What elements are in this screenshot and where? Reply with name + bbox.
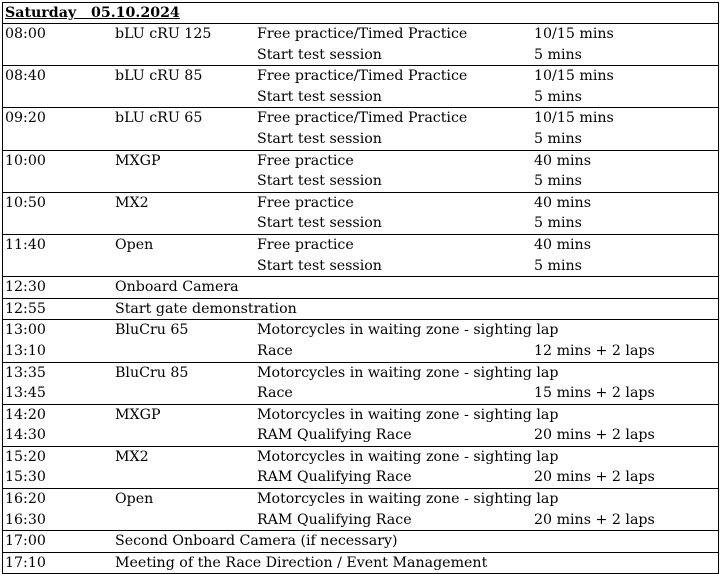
event-cell [115, 299, 718, 320]
duration-cell [534, 108, 718, 149]
time-cell [3, 320, 115, 361]
activity-text: Motorcycles in waiting zone - sighting lap [257, 364, 559, 381]
time-cell [3, 235, 115, 276]
activity-cell [257, 363, 559, 404]
schedule-row [2, 447, 719, 489]
duration-text: 40 mins [534, 152, 591, 169]
activity-cell [257, 108, 534, 149]
time-cell [3, 24, 115, 65]
time-text [5, 256, 115, 277]
duration-text [534, 405, 718, 426]
time-cell [3, 489, 115, 530]
activity-cell [257, 193, 534, 234]
time-text [5, 45, 115, 66]
class-text: Open [115, 236, 154, 253]
time-cell [3, 108, 115, 149]
schedule-row [2, 299, 719, 321]
schedule-row [2, 531, 719, 553]
class-text: MX2 [115, 194, 149, 211]
class-text: BluCru 65 [115, 322, 189, 339]
time-cell [3, 447, 115, 488]
time-text: 11:40 [5, 236, 46, 253]
time-text: 17:10 [5, 554, 46, 571]
activity-text: Race [257, 342, 293, 359]
time-text: 12:30 [5, 279, 46, 296]
schedule-row [2, 108, 719, 150]
time-text: 13:10 [5, 342, 46, 359]
activity-text: Start test session [257, 215, 382, 232]
time-cell [3, 151, 115, 192]
activity-text: Race [257, 385, 293, 402]
activity-text: RAM Qualifying Race [257, 469, 412, 486]
schedule-row [2, 235, 719, 277]
time-text: 17:00 [5, 533, 46, 550]
event-text: Second Onboard Camera (if necessary) [115, 533, 398, 550]
schedule-row [2, 66, 719, 108]
activity-cell [257, 489, 559, 530]
time-text: 13:00 [5, 322, 46, 339]
duration-text: 40 mins [534, 236, 591, 253]
class-cell [115, 235, 257, 276]
time-cell [3, 277, 115, 298]
time-text: 10:00 [5, 152, 46, 169]
duration-cell [534, 363, 718, 404]
time-text [5, 171, 115, 192]
time-cell [3, 66, 115, 107]
time-text: 15:30 [5, 469, 46, 486]
time-text: 13:45 [5, 385, 46, 402]
class-cell [115, 320, 257, 361]
duration-text: 5 mins [534, 130, 582, 147]
activity-text: Motorcycles in waiting zone - sighting lap [257, 406, 559, 423]
time-text [5, 213, 115, 234]
duration-text: 20 mins + 2 laps [534, 469, 655, 486]
schedule-row [2, 320, 719, 362]
schedule-rows [2, 24, 719, 574]
class-cell [115, 24, 257, 65]
duration-text: 20 mins + 2 laps [534, 427, 655, 444]
class-cell [115, 363, 257, 404]
schedule-table [2, 2, 719, 574]
activity-cell [257, 235, 534, 276]
activity-text: Free practice/Timed Practice [257, 26, 468, 42]
activity-cell [257, 405, 559, 446]
activity-text: Start test session [257, 173, 382, 190]
time-text: 16:30 [5, 511, 46, 528]
activity-cell [257, 320, 559, 361]
schedule-row [2, 151, 719, 193]
duration-text: 5 mins [534, 88, 582, 105]
activity-text: Free practice/Timed Practice [257, 68, 468, 85]
class-cell [115, 447, 257, 488]
duration-text: 20 mins + 2 laps [534, 511, 655, 528]
activity-cell [257, 151, 534, 192]
time-cell [3, 363, 115, 404]
event-cell [115, 553, 718, 574]
schedule-row [2, 24, 719, 66]
event-text: Meeting of the Race Direction / Event Management [115, 554, 488, 571]
time-text: 14:20 [5, 406, 46, 423]
event-cell [115, 277, 718, 298]
time-cell [3, 193, 115, 234]
duration-text: 5 mins [534, 257, 582, 274]
duration-text: 5 mins [534, 173, 582, 190]
time-text: 12:55 [5, 300, 46, 317]
activity-text: RAM Qualifying Race [257, 511, 412, 528]
time-cell [3, 531, 115, 552]
time-text: 10:50 [5, 194, 46, 211]
duration-text: 5 mins [534, 215, 582, 232]
event-text: Start gate demonstration [115, 300, 297, 317]
duration-text: 5 mins [534, 46, 582, 63]
duration-cell [534, 66, 718, 107]
schedule-row [2, 489, 719, 531]
duration-text: 40 mins [534, 194, 591, 211]
activity-text: Start test session [257, 88, 382, 105]
duration-cell [534, 405, 718, 446]
time-text [5, 87, 115, 108]
activity-text: RAM Qualifying Race [257, 427, 412, 444]
time-text: 09:20 [5, 110, 46, 127]
duration-cell [534, 489, 718, 530]
activity-text: Free practice [257, 152, 354, 169]
duration-text [534, 320, 718, 341]
duration-cell [534, 151, 718, 192]
time-text: 15:20 [5, 448, 46, 465]
activity-text: Free practice [257, 194, 354, 211]
duration-text: 12 mins + 2 laps [534, 342, 655, 359]
event-text: Onboard Camera [115, 279, 239, 296]
activity-text: Free practice/Timed Practice [257, 110, 468, 127]
event-cell [115, 531, 718, 552]
schedule-row [2, 405, 719, 447]
duration-text: 10/15 mins [534, 68, 614, 85]
class-text: bLU cRU 85 [115, 68, 203, 85]
class-text: bLU cRU 125 [115, 26, 212, 42]
activity-cell [257, 66, 534, 107]
time-cell [3, 553, 115, 574]
class-text: MX2 [115, 448, 149, 465]
class-text: Open [115, 491, 154, 508]
class-text: bLU cRU 65 [115, 110, 203, 127]
time-text: 08:00 [5, 26, 46, 42]
time-text: 16:20 [5, 491, 46, 508]
time-text: 14:30 [5, 427, 46, 444]
activity-text: Start test session [257, 130, 382, 147]
schedule-row [2, 193, 719, 235]
duration-text [534, 447, 718, 468]
duration-text: 10/15 mins [534, 110, 614, 127]
duration-text [534, 363, 718, 384]
time-cell [3, 405, 115, 446]
duration-text: 15 mins + 2 laps [534, 385, 655, 402]
schedule-row [2, 277, 719, 299]
activity-text: Start test session [257, 257, 382, 274]
duration-text [534, 489, 718, 510]
schedule-date-title: Saturday 05.10.2024 [5, 5, 180, 21]
time-text [5, 129, 115, 150]
time-text: 08:40 [5, 68, 46, 85]
time-text: 13:35 [5, 364, 46, 381]
duration-text: 10/15 mins [534, 26, 614, 42]
class-cell [115, 108, 257, 149]
activity-cell [257, 447, 559, 488]
schedule-row [2, 553, 719, 574]
class-cell [115, 151, 257, 192]
schedule-row [2, 363, 719, 405]
activity-text: Start test session [257, 46, 382, 63]
activity-cell [257, 24, 534, 65]
duration-cell [534, 193, 718, 234]
duration-cell [534, 235, 718, 276]
class-cell [115, 489, 257, 530]
activity-text: Motorcycles in waiting zone - sighting lap [257, 322, 559, 339]
schedule-header-row [2, 2, 719, 24]
class-cell [115, 66, 257, 107]
class-text: MXGP [115, 152, 161, 169]
activity-text: Motorcycles in waiting zone - sighting lap [257, 491, 559, 508]
class-cell [115, 405, 257, 446]
activity-text: Motorcycles in waiting zone - sighting lap [257, 448, 559, 465]
duration-cell [534, 24, 718, 65]
duration-cell [534, 320, 718, 361]
class-text: MXGP [115, 406, 161, 423]
duration-cell [534, 447, 718, 488]
class-text: BluCru 85 [115, 364, 189, 381]
time-cell [3, 299, 115, 320]
class-cell [115, 193, 257, 234]
activity-text: Free practice [257, 236, 354, 253]
